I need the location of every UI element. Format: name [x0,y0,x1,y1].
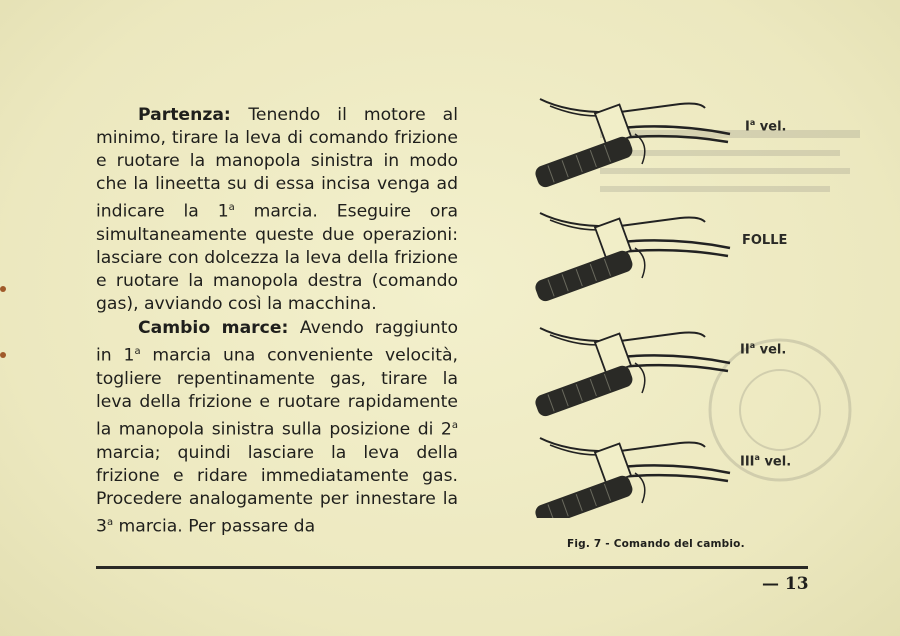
label-first-gear: $I^a$ vel. [745,118,787,135]
page-number: — 13 [762,574,809,594]
label-neutral: FOLLE [742,233,788,248]
paragraph-partenza: Partenza: Tenendo il motore al minimo, tirare la leva di comando frizione e ruotare la manopola sinistra in modo che la lineetta su di essa incisa venga ad indicare la 1$^a$ marcia. Eseguire ora simultaneamente queste due operazioni: lasciare con dolcezza la leva della frizione e ruotare la manopola destra (comando gas), avviando così la macchina. [96,105,458,315]
handlebar-first-gear [533,99,730,189]
paragraph-cambio-marce: Cambio marce: Avendo raggiunto in 1$^a$ marcia una conveniente velocità, togliere repentinamente gas, tirare la leva della frizione e ruotare rapidamente la manopola sinistra sulla posizione di 2$^a$ marcia; quindi lasciare la leva della frizione e ridare immediatamente gas. Procedere analogamente per innestare la 3$^a$ marcia. Per passare da [96,317,458,537]
footer-rule [96,566,808,569]
label-second-gear: $II^a$ vel. [740,341,787,358]
body-text [96,104,458,539]
margin-mark [0,286,6,292]
label-third-gear: III$^a$ vel. [740,453,792,470]
figure-caption: Fig. 7 - Comando del cambio. [567,538,745,550]
heading-partenza: Partenza [138,105,224,125]
margin-mark [0,352,6,358]
handlebar-neutral [533,213,730,303]
heading-cambio-marce: Cambio marce [138,317,282,338]
handlebar-third-gear [533,438,730,518]
handlebar-second-gear [533,328,730,418]
